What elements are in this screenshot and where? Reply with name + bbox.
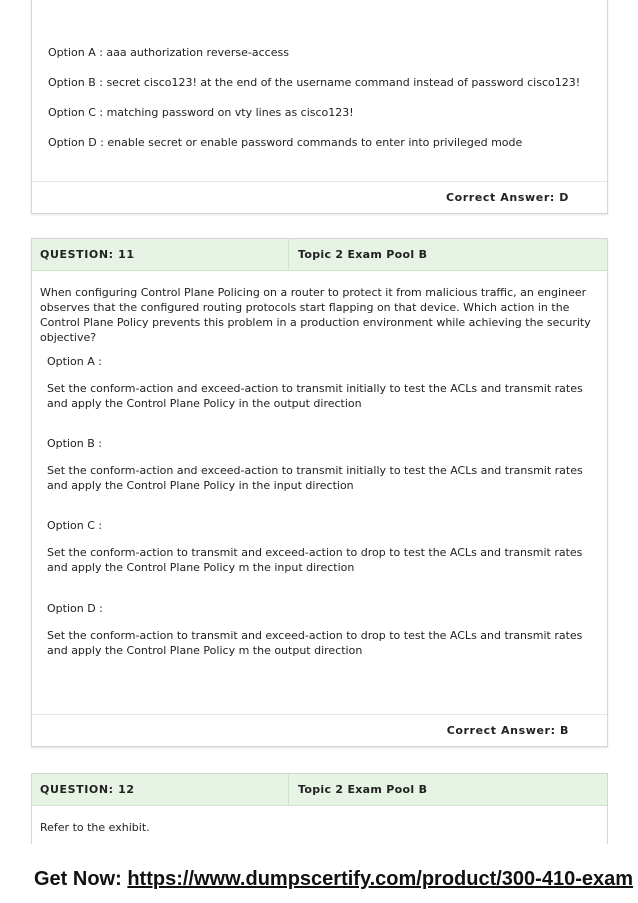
question-topic: Topic 2 Exam Pool B xyxy=(298,248,428,261)
question-text: Refer to the exhibit. xyxy=(40,821,150,834)
option-a: Option A : aaa authorization reverse-access xyxy=(48,46,289,59)
correct-answer xyxy=(32,181,607,213)
footer-link[interactable]: https://www.dumpscertify.com/product/300-410-exam xyxy=(127,868,634,890)
option-d-label: Option D : xyxy=(47,602,103,615)
option-d-text: Set the conform-action to transmit and exceed-action to drop to test the ACLs and transmit rates and apply the Control Plane Policy m the output direction xyxy=(47,629,583,657)
correct-answer xyxy=(32,714,607,746)
option-a-text: Set the conform-action and exceed-action to transmit initially to test the ACLs and transmit rates and apply the Control Plane Policy in the output direction xyxy=(47,382,583,410)
question-number: QUESTION: 12 xyxy=(32,774,289,805)
option-b-label: Option B : xyxy=(47,437,102,450)
question-card-12 xyxy=(31,773,608,844)
correct-answer-text: Correct Answer: D xyxy=(445,191,569,204)
question-header xyxy=(32,774,607,806)
correct-answer-text: Correct Answer: B xyxy=(446,724,569,737)
question-number: QUESTION: 11 xyxy=(32,239,289,270)
option-b: Option B : secret cisco123! at the end of the username command instead of password cisco123! xyxy=(48,76,581,89)
question-header xyxy=(32,239,607,271)
option-d: Option D : enable secret or enable password commands to enter into privileged mode xyxy=(48,136,523,149)
footer-prefix: Get Now: xyxy=(34,868,128,890)
option-c-label: Option C : xyxy=(47,519,103,532)
footer-promo xyxy=(34,868,633,891)
question-text: When configuring Control Plane Policing on a router to protect it from malicious traffic, an engineer observes that the configured routing protocols start flapping on that device. Which action in the Control Plane Policy prevents this problem in a production environment while achieving the security objective? xyxy=(40,286,591,344)
question-card-10 xyxy=(31,0,608,214)
question-card-11 xyxy=(31,238,608,747)
question-topic: Topic 2 Exam Pool B xyxy=(298,783,428,796)
option-b-text: Set the conform-action and exceed-action to transmit initially to test the ACLs and transmit rates and apply the Control Plane Policy in the input direction xyxy=(47,464,583,492)
option-c: Option C : matching password on vty lines as cisco123! xyxy=(48,106,354,119)
option-a-label: Option A : xyxy=(47,355,102,368)
option-c-text: Set the conform-action to transmit and exceed-action to drop to test the ACLs and transmit rates and apply the Control Plane Policy m the input direction xyxy=(47,546,583,574)
